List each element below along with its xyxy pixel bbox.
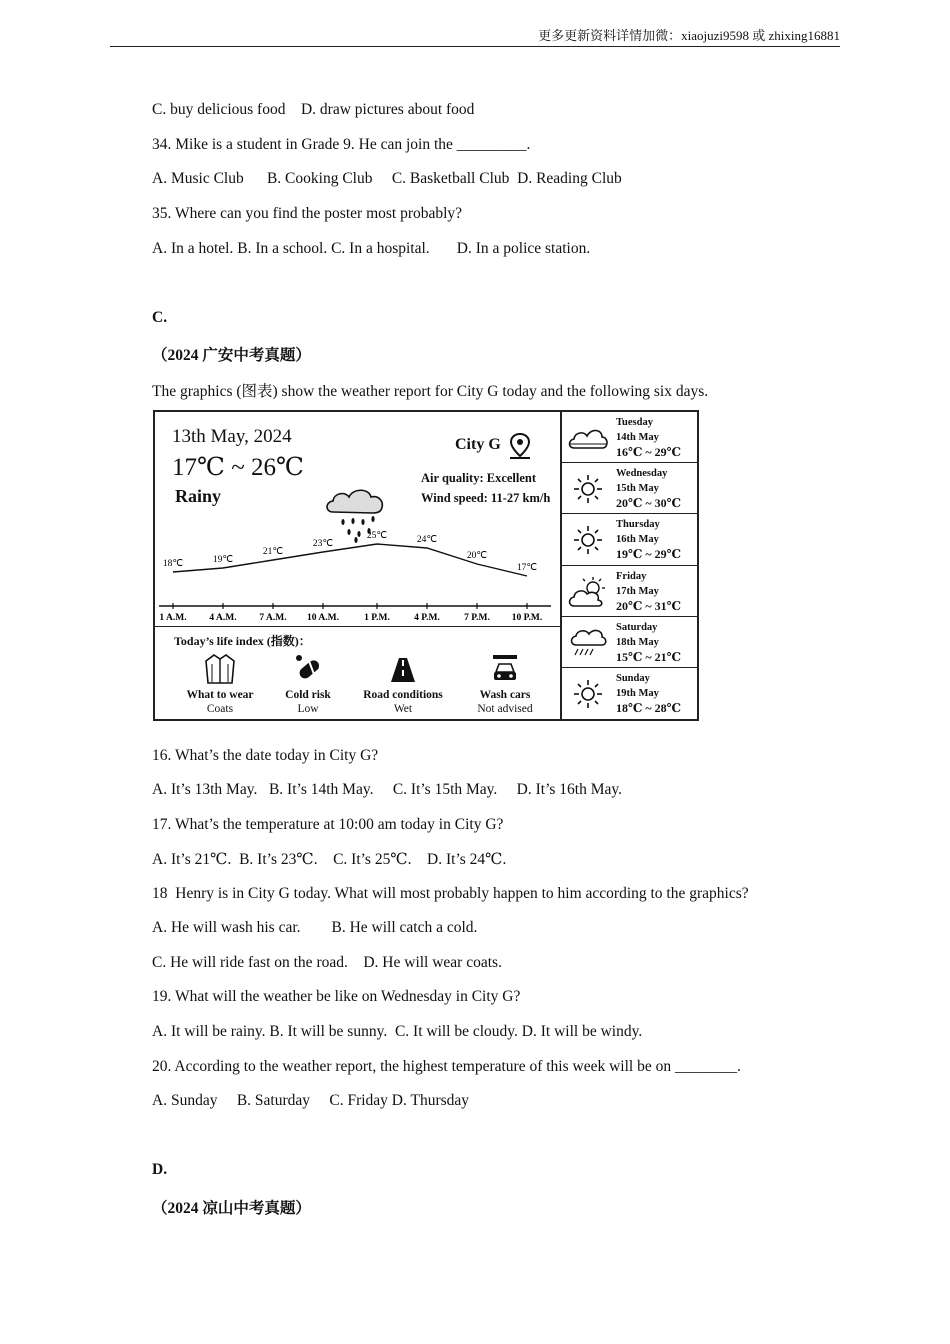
forecast-day <box>560 617 697 668</box>
life-index-name: Cold risk <box>285 689 331 701</box>
life-index-divider <box>155 626 560 627</box>
forecast-temp: 20℃ ~ 30℃ <box>616 496 681 511</box>
hourly-temperature-chart <box>155 531 560 624</box>
section-intro-c: The graphics (图表) show the weather report for City G today and the following six days. <box>152 383 709 400</box>
sunny-icon <box>568 678 608 710</box>
question-19: 19. What will the weather be like on Wednesday in City G? <box>152 988 521 1005</box>
temperature-label: 17℃ <box>516 563 538 573</box>
question-16: 16. What’s the date today in City G? <box>152 747 379 764</box>
life-index-name: Wash cars <box>479 689 531 701</box>
question-35: 35. Where can you find the poster most probably? <box>152 205 463 222</box>
air-quality: Air quality: Excellent <box>421 471 537 485</box>
option-line: C. buy delicious food D. draw pictures about food <box>152 101 475 118</box>
hour-label: 1 A.M. <box>159 613 187 623</box>
temperature-label: 23℃ <box>312 539 334 549</box>
options-18-cd: C. He will ride fast on the road. D. He will wear coats. <box>152 954 502 971</box>
weather-report-graphic <box>153 410 699 721</box>
hour-label: 10 A.M. <box>307 613 339 623</box>
forecast-weekday: Sunday <box>616 673 650 684</box>
question-18: 18 Henry is in City G today. What will most probably happen to him according to the graphics? <box>152 885 749 902</box>
life-index-cold <box>263 652 353 716</box>
hour-label: 7 A.M. <box>259 613 287 623</box>
hour-label: 10 P.M. <box>511 613 543 623</box>
life-index-value: Coats <box>206 703 234 715</box>
hour-label: 4 P.M. <box>414 613 440 623</box>
forecast-temp: 19℃ ~ 29℃ <box>616 547 681 562</box>
life-index-value: Low <box>297 703 319 715</box>
forecast-weekday: Wednesday <box>616 468 668 480</box>
temperature-label: 24℃ <box>416 535 438 545</box>
forecast-temp: 18℃ ~ 28℃ <box>616 701 681 715</box>
forecast-temp: 20℃ ~ 31℃ <box>616 598 681 613</box>
life-index-wear <box>175 652 265 716</box>
forecast-day <box>560 514 697 565</box>
forecast-temp: 15℃ ~ 21℃ <box>616 649 681 664</box>
section-label-d: D. <box>152 1161 168 1178</box>
question-20: 20. According to the weather report, the highest temperature of this week will be on ________. <box>152 1058 741 1075</box>
temperature-label: 25℃ <box>366 531 388 541</box>
options-35: A. In a hotel. B. In a school. C. In a hospital. D. In a police station. <box>152 240 591 257</box>
wind-speed: Wind speed: 11-27 km/h <box>421 491 551 505</box>
forecast-date: 18th May <box>616 636 659 648</box>
sunny-icon <box>568 473 608 505</box>
section-source-d: （2024 凉山中考真题） <box>152 1200 311 1217</box>
today-condition: Rainy <box>175 486 222 506</box>
road-icon <box>386 652 420 686</box>
temperature-label: 20℃ <box>466 551 488 561</box>
car-wash-icon <box>488 652 522 686</box>
life-index-road <box>358 652 448 716</box>
city-name: City G <box>455 436 501 453</box>
options-17: A. It’s 21℃. B. It’s 23℃. C. It’s 25℃. D. It’s 24℃. <box>152 851 507 868</box>
hour-label: 4 A.M. <box>209 613 237 623</box>
rain-icon <box>568 627 608 659</box>
forecast-weekday: Friday <box>616 570 647 582</box>
options-18-ab: A. He will wash his car. B. He will catch a cold. <box>152 919 478 936</box>
hour-label: 7 P.M. <box>464 613 490 623</box>
options-19: A. It will be rainy. B. It will be sunny. C. It will be cloudy. D. It will be windy. <box>152 1023 643 1040</box>
life-index-wash <box>460 652 550 716</box>
partly-cloudy-icon <box>568 576 608 608</box>
forecast-day <box>560 463 697 514</box>
forecast-panel <box>560 412 697 719</box>
life-index-title: Today’s life index (指数)： <box>174 634 311 648</box>
options-16: A. It’s 13th May. B. It’s 14th May. C. It’s 15th May. D. It’s 16th May. <box>152 781 623 798</box>
pill-icon <box>291 652 325 686</box>
life-index-value: Wet <box>393 703 413 715</box>
forecast-day <box>560 668 697 719</box>
life-index-value: Not advised <box>477 703 533 715</box>
today-panel <box>155 412 562 719</box>
forecast-weekday: Tuesday <box>616 417 653 428</box>
forecast-date: 17th May <box>616 585 659 597</box>
life-index-name: What to wear <box>186 689 254 701</box>
forecast-date: 15th May <box>616 483 659 495</box>
sunny-icon <box>568 524 608 556</box>
question-17: 17. What’s the temperature at 10:00 am today in City G? <box>152 816 504 833</box>
section-source-c: （2024 广安中考真题） <box>152 347 311 364</box>
temperature-label: 21℃ <box>262 547 284 557</box>
page-header: 更多更新资料详情加微：xiaojuzi9598 或 zhixing16881 <box>110 26 840 47</box>
question-34: 34. Mike is a student in Grade 9. He can join the _________. <box>152 136 531 153</box>
forecast-date: 14th May <box>616 432 659 443</box>
forecast-day <box>560 566 697 617</box>
coat-icon <box>203 652 237 686</box>
today-temp-range: 17℃ ~ 26℃ <box>172 454 304 481</box>
forecast-date: 16th May <box>616 534 659 546</box>
forecast-temp: 16℃ ~ 29℃ <box>616 445 681 459</box>
cloudy-icon <box>568 422 608 454</box>
options-34: A. Music Club B. Cooking Club C. Basketball Club D. Reading Club <box>152 170 622 187</box>
hour-label: 1 P.M. <box>364 613 390 623</box>
today-date: 13th May, 2024 <box>172 426 292 447</box>
location-pin-icon <box>507 432 533 460</box>
temperature-label: 19℃ <box>212 555 234 565</box>
forecast-weekday: Thursday <box>616 519 660 531</box>
forecast-day <box>560 412 697 463</box>
temperature-label: 18℃ <box>162 559 184 569</box>
life-index-name: Road conditions <box>363 689 443 701</box>
forecast-date: 19th May <box>616 688 659 699</box>
section-label-c: C. <box>152 309 168 326</box>
options-20: A. Sunday B. Saturday C. Friday D. Thursday <box>152 1092 470 1109</box>
forecast-weekday: Saturday <box>616 621 658 633</box>
